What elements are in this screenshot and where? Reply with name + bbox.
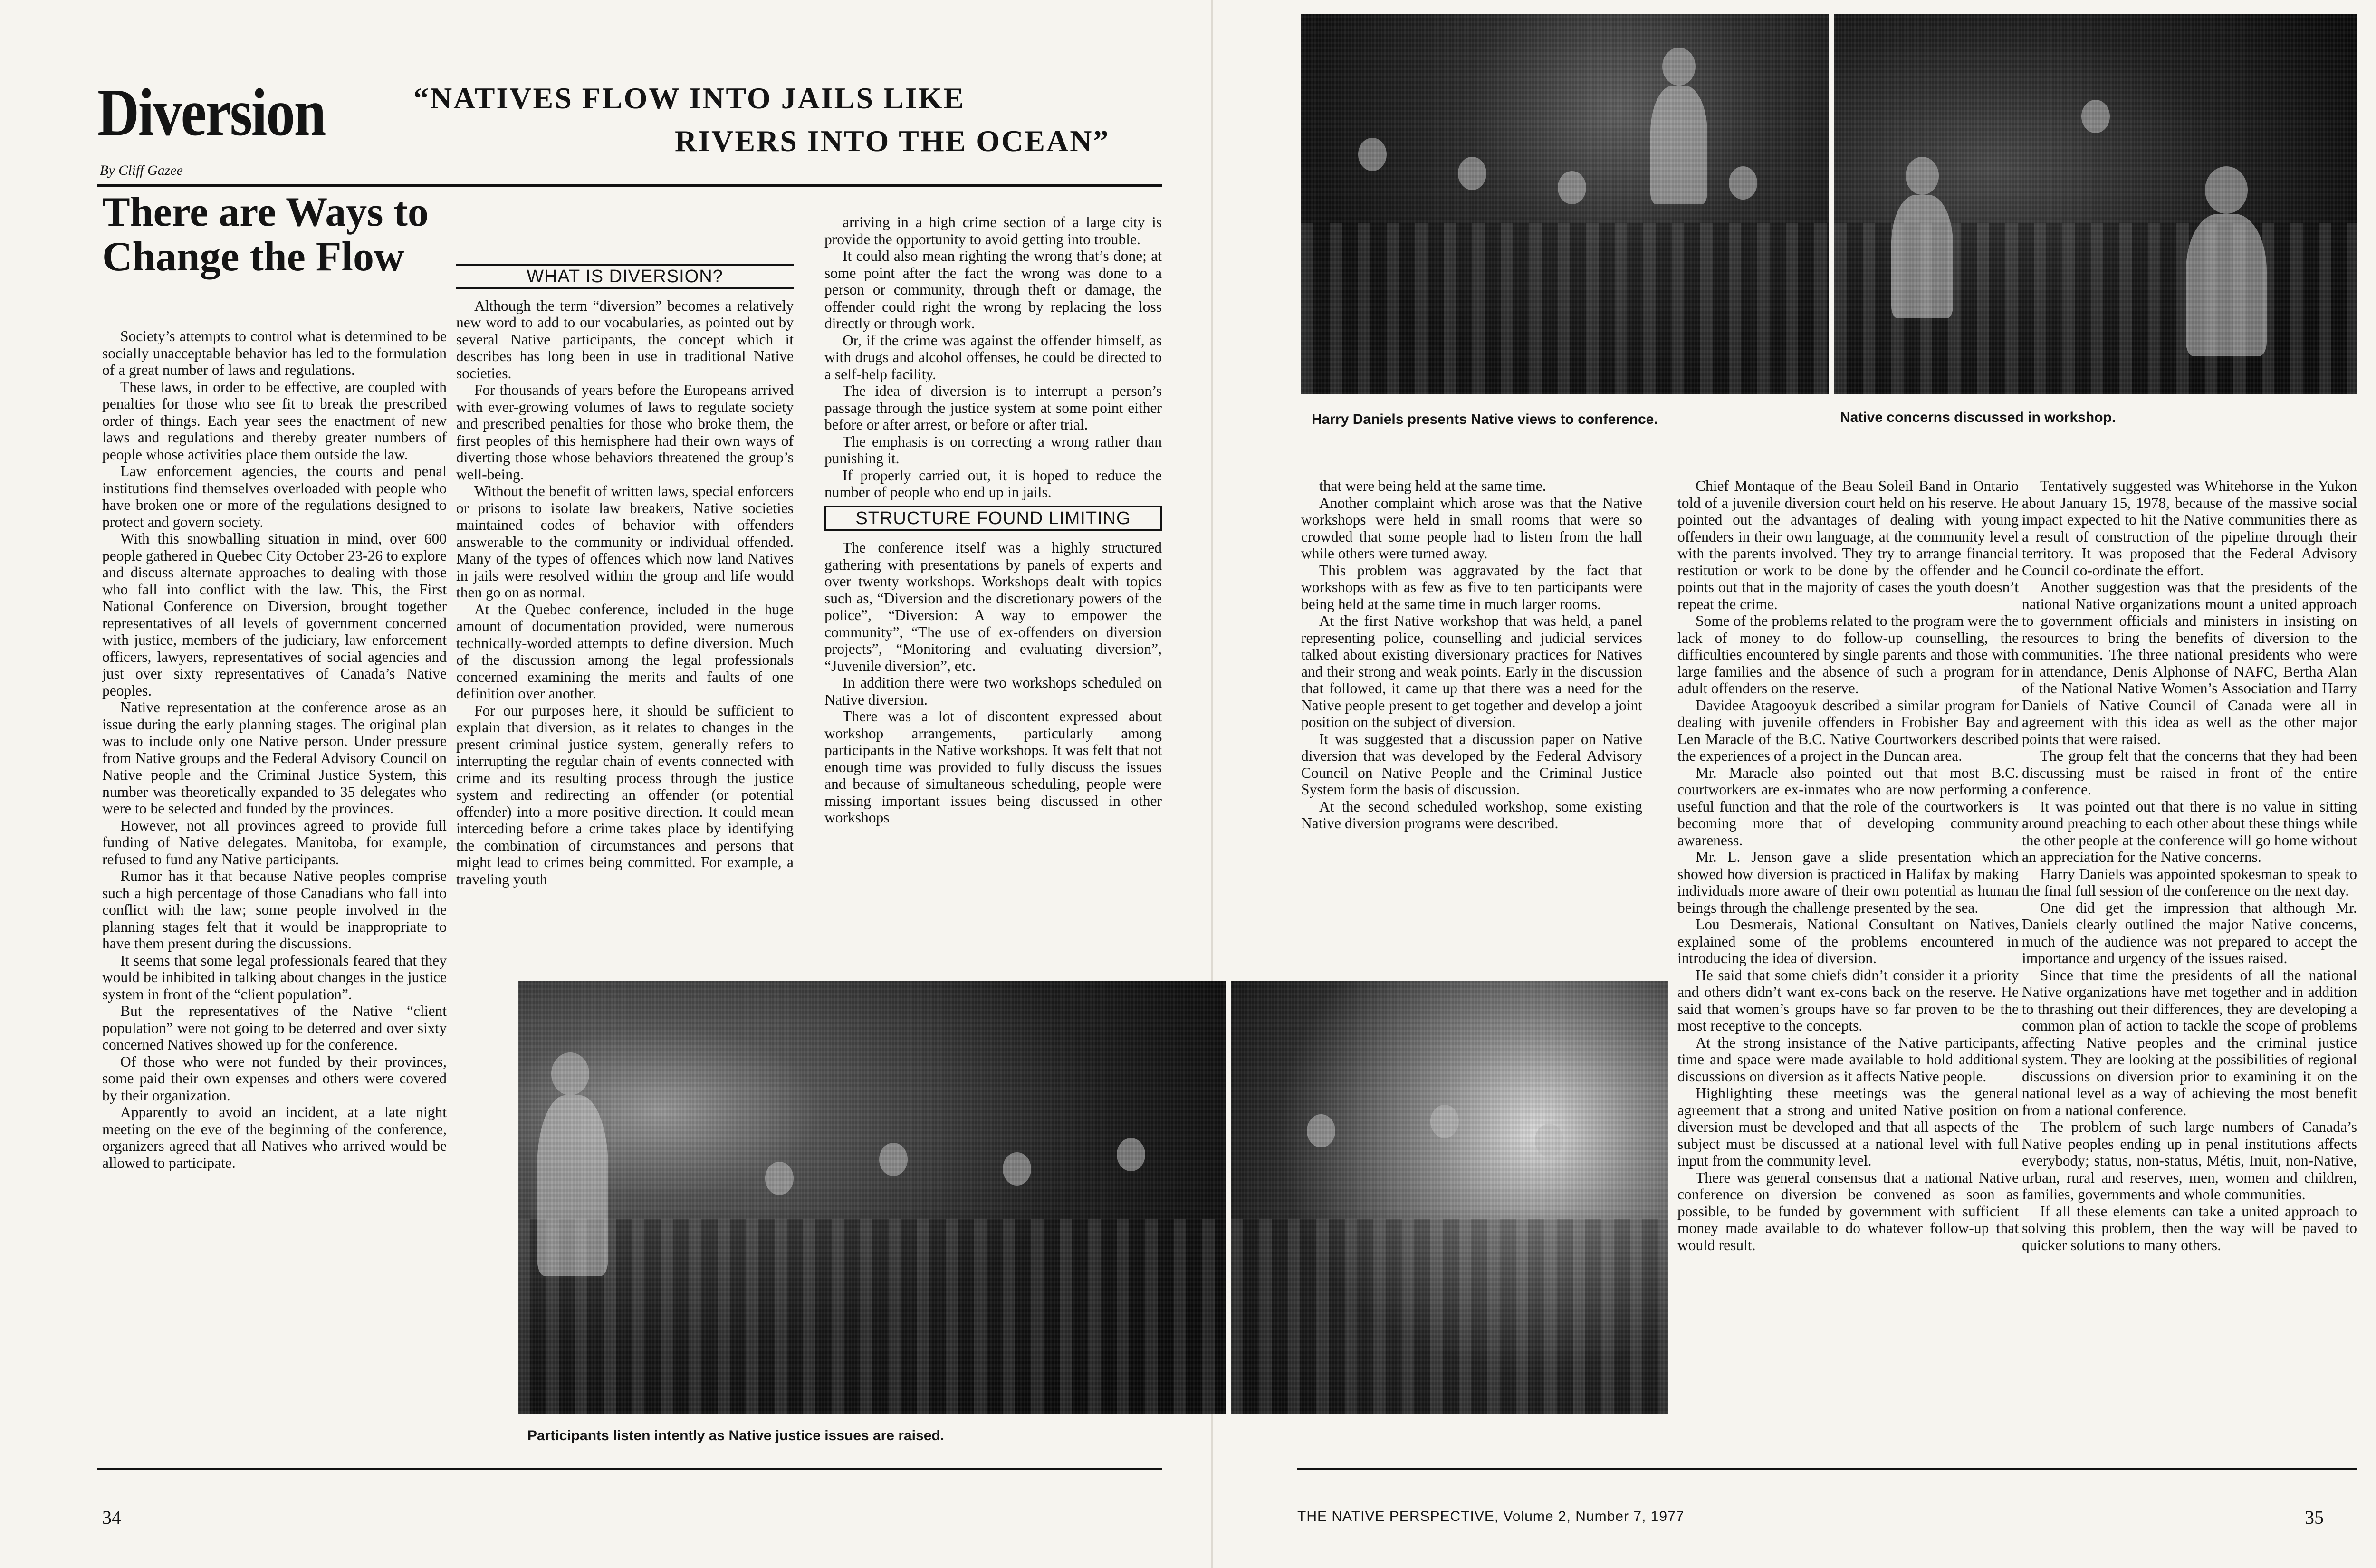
paragraph: There was general consensus that a national Native conference on diversion be convened as soon as possible, to be funded by government with sufficient money made available to do whatever follow-up that would result. <box>1677 1169 2019 1253</box>
caption-photo-3: Participants listen intently as Native justice issues are raised. <box>527 1428 945 1444</box>
subheading-what-is-diversion: WHAT IS DIVERSION? <box>456 264 794 289</box>
column-4 <box>1301 478 1642 974</box>
paragraph: At the first Native workshop that was held, a panel representing police, counselling and judicial services talked about existing diversionary practices for Natives and their strong and weak points. Early in the discussion that followed, it came up that there was a need for the Native people present to get together and develop a joint position on the subject of diversion. <box>1301 612 1642 730</box>
paragraph: Native representation at the conference arose as an issue during the early planning stages. The original plan was to include only one Native person. Under pressure from Native groups and the Federal Advisory Council on Native people and the Criminal Justice System, this number was theoretically expanded to 35 delegates who were to be selected and funded by the provinces. <box>102 699 447 817</box>
column-3 <box>824 214 1162 972</box>
paragraph: Mr. Maracle also pointed out that most B.C. courtworkers are ex-inmates who are now performing a useful function and that the role of the courtworkers is becoming more that of developing community awareness. <box>1677 764 2019 849</box>
byline: By Cliff Gazee <box>100 163 183 178</box>
paragraph: that were being held at the same time. <box>1319 478 1546 494</box>
paragraph: Society’s attempts to control what is determined to be socially unacceptable behavior has led to the formulation of a great number of laws and regulations. <box>102 328 447 378</box>
subheading-structure-found-limiting: STRUCTURE FOUND LIMITING <box>824 506 1162 531</box>
paragraph: It was pointed out that there is no value in sitting around preaching to each other about these things while the other people at the conference will go home without an appreciation for the Native concerns. <box>2022 798 2357 865</box>
column-3-body-bottom <box>824 539 1162 826</box>
paragraph: These laws, in order to be effective, are coupled with penalties for those who see fit to break the prescribed order of things. Each year sees the enactment of new laws and regulations and thereby greater numbers of people whose activities place them outside the law. <box>102 378 447 463</box>
paragraph: If all these elements can take a united approach to solving this problem, then the way will be paved to quicker solutions to many others. <box>2022 1203 2357 1253</box>
column-2-body <box>456 297 794 888</box>
paragraph: Rumor has it that because Native peoples comprise such a high percentage of those Canadians who fall into conflict with the law; some people involved in the planning stages felt that it would be inappropriate to have them present during the discussions. <box>102 868 447 952</box>
caption-photo-2: Native concerns discussed in workshop. <box>1840 410 2116 425</box>
paragraph: If properly carried out, it is hoped to reduce the number of people who end up in jails. <box>824 467 1162 500</box>
paragraph: For thousands of years before the Europeans arrived with ever-growing volumes of laws to regulate society and prescribed penalties for those who broke them, the first peoples of this hemisphere had their own ways of diverting those whose behaviors threatened the group’s well-being. <box>456 382 794 483</box>
paragraph: Harry Daniels was appointed spokesman to speak to the final full session of the conference on the next day. <box>2022 865 2357 899</box>
paragraph: In addition there were two workshops scheduled on Native diversion. <box>824 674 1162 708</box>
photo-participants-listening <box>518 981 1226 1414</box>
footer-rule-right <box>1297 1468 2357 1470</box>
paragraph: Tentatively suggested was Whitehorse in the Yukon about January 15, 1978, because of the massive social impact expected to hit the Native communities there as a result of construction of the pipeline through their territory. It was proposed that the Federal Advisory Council co-ordinate the effort. <box>2022 478 2357 579</box>
paragraph: Some of the problems related to the program were the lack of money to do follow-up counselling, the difficulties encountered by single parents and those with large families and the absence of such a program for adult offenders on the reserve. <box>1677 612 2019 697</box>
publication-footer: THE NATIVE PERSPECTIVE, Volume 2, Number 7, 1977 <box>1297 1509 1685 1524</box>
paragraph: The conference itself was a highly structured gathering with presentations by panels of experts and over twenty workshops. Workshops dealt with topics such as, “Diversion and the discretionary powers of the police”, “Diversion: A way to empower the community”, “The use of ex-offenders on diversion projects”, “Monitoring and evaluating diversion”, “Juvenile diversion”, etc. <box>824 539 1162 674</box>
column-5 <box>1677 478 2019 1459</box>
paragraph: Apparently to avoid an incident, at a late night meeting on the eve of the beginning of the conference, organizers agreed that all Natives who arrived would be allowed to participate. <box>102 1104 447 1171</box>
paragraph: For our purposes here, it should be sufficient to explain that diversion, as it relates to changes in the present criminal justice system, generally refers to interrupting the regular chain of events connected with crime and its resulting process through the justice system and redirecting an offender (or potential offender) into a more positive direction. It could mean interceding before a crime takes place by identifying the combination of circumstances and persons that might lead to crimes being committed. For example, a traveling youth <box>456 702 794 888</box>
paragraph: But the representatives of the Native “client population” were not going to be deterred and over sixty concerned Natives showed up for the conference. <box>102 1003 447 1053</box>
column-1 <box>102 328 447 1459</box>
paragraph: It could also mean righting the wrong that’s done; at some point after the fact the wrong was done to a person or community, through theft or damage, the offender could right the wrong by replacing the loss directly or through work. <box>824 248 1162 332</box>
paragraph: The emphasis is on correcting a wrong rather than punishing it. <box>824 433 1162 467</box>
paragraph: Another complaint which arose was that the Native workshops were held in small rooms that were so crowded that some people had to listen from the hall while others were turned away. <box>1301 494 1642 562</box>
paragraph: At the second scheduled workshop, some existing Native diversion programs were described. <box>1301 798 1642 832</box>
photo-workshop-discussion <box>1834 14 2357 394</box>
paragraph: Since that time the presidents of all the national Native organizations have met together and in addition to thrashing out their differences, they are developing a common plan of action to tackle the scope of problems affecting Native peoples and the criminal justice system. They are looking at the possibilities of regional discussions on diversion prior to examining it on the national level as a way of achieving the most benefit from a national conference. <box>2022 966 2357 1119</box>
paragraph: Davidee Atagooyuk described a similar program for dealing with juvenile offenders in Frobisher Bay and Len Maracle of the B.C. Native Courtworkers described the experiences of a project in the Duncan area. <box>1677 697 2019 764</box>
paragraph: Law enforcement agencies, the courts and penal institutions find themselves overloaded with people who have broken one or more of the regulations designed to protect and govern society. <box>102 463 447 530</box>
paragraph: The group felt that the concerns that they had been discussing must be raised in front of the entire conference. <box>2022 747 2357 798</box>
footer-rule-left <box>97 1468 1162 1470</box>
column-2 <box>456 264 794 967</box>
section-title: Diversion <box>97 75 325 150</box>
paragraph: It was suggested that a discussion paper on Native diversion that was developed by the Federal Advisory Council on Native People and the Criminal Justice System form the basis of discussion. <box>1301 730 1642 798</box>
paragraph: Of those who were not funded by their provinces, some paid their own expenses and others were covered by their organization. <box>102 1053 447 1104</box>
header-rule <box>97 184 1162 187</box>
paragraph: At the Quebec conference, included in the huge amount of documentation provided, were numerous technically-worded attempts to define diversion. Much of the discussion among the legal professionals concerned examining the merits and faults of one definition over another. <box>456 601 794 702</box>
paragraph: Lou Desmerais, National Consultant on Natives, explained some of the problems encountered in introducing the idea of diversion. <box>1677 916 2019 966</box>
paragraph: Without the benefit of written laws, special enforcers or prisons to isolate law breakers, Native societies maintained codes of behavior with offenders answerable to the community or individual offended. Many of the types of offences which now land Natives in jails were resolved within the group and life would then go on as normal. <box>456 483 794 601</box>
article-headline: There are Ways to Change the Flow <box>102 189 429 280</box>
column-6 <box>2022 478 2357 1459</box>
column-3-body-top <box>824 214 1162 501</box>
page-number-right: 35 <box>2305 1507 2324 1528</box>
pull-quote-line-1: “NATIVES FLOW INTO JAILS LIKE <box>413 81 966 115</box>
paragraph: This problem was aggravated by the fact that workshops with as few as five to ten participants were being held at the same time in much larger rooms. <box>1301 562 1642 612</box>
paragraph: With this snowballing situation in mind, over 600 people gathered in Quebec City October 23-26 to explore and discuss alternate approaches to dealing with those who fall into conflict with the law. This, the First National Conference on Diversion, brought together representatives of all levels of government concerned with justice, members of the judiciary, law enforcement officers, lawyers, representatives of social agencies and just over sixty representatives of Canada’s Native peoples. <box>102 530 447 699</box>
paragraph: Although the term “diversion” becomes a relatively new word to add to our vocabularies, as pointed out by several Native participants, the concept which it describes has long been in use in traditional Native societies. <box>456 297 794 382</box>
paragraph: He said that some chiefs didn’t consider it a priority and others didn’t want ex-cons back on the reserve. He said that women’s groups have so far proven to be the most receptive to the concepts. <box>1677 966 2019 1034</box>
paragraph: Another suggestion was that the presidents of the national Native organizations mount a united approach to government officials and ministers in insisting on resources to bring the benefits of diversion to the communities. The three national presidents who were in attendance, Denis Alphonse of NAFC, Bertha Alan of the National Native Women’s Association and Harry Daniels of Native Council of Canada were all in agreement with this idea as well as the other major points that were raised. <box>2022 579 2357 747</box>
paragraph: arriving in a high crime section of a large city is provide the opportunity to avoid getting into trouble. <box>824 214 1162 248</box>
paragraph: There was a lot of discontent expressed about workshop arrangements, particularly among participants in the Native workshops. It was felt that not enough time was provided to fully discuss the issues and because of simultaneous scheduling, people were missing important issues being discussed in other workshops <box>824 708 1162 826</box>
pull-quote-line-2: RIVERS INTO THE OCEAN” <box>675 124 1110 158</box>
caption-photo-1: Harry Daniels presents Native views to conference. <box>1312 411 1658 427</box>
paragraph: One did get the impression that although Mr. Daniels clearly outlined the major Native concerns, much of the audience was not prepared to accept the importance and urgency of the issues raised. <box>2022 899 2357 966</box>
paragraph: The problem of such large numbers of Canada’s Native peoples ending up in penal institutions affects everybody; status, non-status, Métis, Inuit, non-Native, urban, rural and reserves, men, women and children, families, governments and whole communities. <box>2022 1119 2357 1203</box>
paragraph: It seems that some legal professionals feared that they would be inhibited in talking about changes in the justice system in front of the “client population”. <box>102 952 447 1003</box>
paragraph: Chief Montaque of the Beau Soleil Band in Ontario told of a juvenile diversion court held on his reserve. He pointed out the advantages of dealing with young offenders in their own language, at the community level with the parents involved. They try to arrange financial restitution or work to be done by the offender and he points out that in the majority of cases the youth doesn’t repeat the crime. <box>1677 478 2019 612</box>
paragraph: The idea of diversion is to interrupt a person’s passage through the justice system at some point either before or after arrest, or before or after trial. <box>824 382 1162 433</box>
paragraph: However, not all provinces agreed to provide full funding of Native delegates. Manitoba, for example, refused to fund any Native participants. <box>102 817 447 868</box>
photo-harry-daniels-speaking <box>1301 14 1829 394</box>
photo-participants-listening-right <box>1231 981 1668 1414</box>
paragraph: Or, if the crime was against the offender himself, as with drugs and alcohol offenses, he could be directed to a self-help facility. <box>824 332 1162 382</box>
paragraph: Mr. L. Jenson gave a slide presentation which showed how diversion is practiced in Halifax by making individuals more aware of their own potential as human beings through the challenge presented by the sea. <box>1677 849 2019 916</box>
paragraph: At the strong insistance of the Native participants, time and space were made available to hold additional discussions on diversion as it affects Native people. <box>1677 1034 2019 1085</box>
paragraph: Highlighting these meetings was the general agreement that a strong and united Native position on diversion must be developed and that all aspects of the subject must be discussed at a national level with full input from the community level. <box>1677 1085 2019 1169</box>
page-number-left: 34 <box>102 1507 121 1528</box>
